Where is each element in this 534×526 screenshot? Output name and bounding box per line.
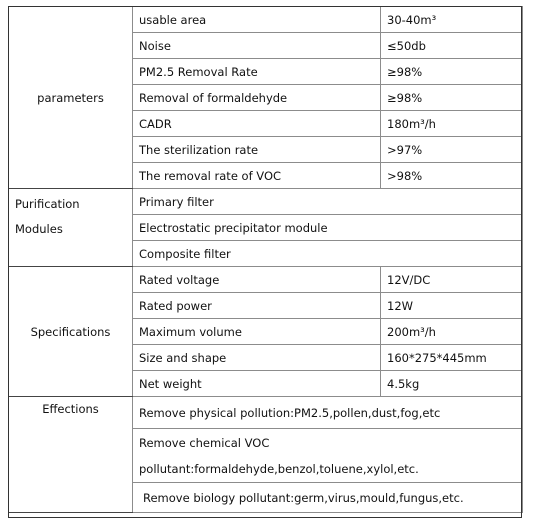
param-value: ≥98% <box>381 59 523 85</box>
spec-value: 160*275*445mm <box>381 345 523 371</box>
table-row <box>9 189 523 215</box>
param-value: >98% <box>381 163 523 189</box>
spec-label: Rated power <box>133 293 381 319</box>
param-label: CADR <box>133 111 381 137</box>
param-label: Noise <box>133 33 381 59</box>
spec-label: Size and shape <box>133 345 381 371</box>
spec-label: Net weight <box>133 371 381 397</box>
table-row <box>9 397 523 429</box>
effect-chemical <box>133 429 523 483</box>
spec-value: 200m³/h <box>381 319 523 345</box>
param-label: PM2.5 Removal Rate <box>133 59 381 85</box>
group-specifications: Specifications <box>9 267 133 397</box>
group-effections: Effections <box>9 397 133 513</box>
param-label: usable area <box>133 7 381 33</box>
table-row <box>9 7 523 33</box>
param-value: ≤50db <box>381 33 523 59</box>
module-item: Primary filter <box>133 189 523 215</box>
effect-biology: Remove biology pollutant:germ,virus,mould,fungus,etc. <box>133 483 523 513</box>
param-value: ≥98% <box>381 85 523 111</box>
group-purification-line1: Purification <box>15 197 80 211</box>
specification-table <box>8 6 523 513</box>
param-label: The removal rate of VOC <box>133 163 381 189</box>
group-purification-line2: Modules <box>15 222 63 236</box>
group-parameters: parameters <box>9 7 133 189</box>
param-value: 30-40m³ <box>381 7 523 33</box>
module-item: Composite filter <box>133 241 523 267</box>
table-row <box>9 267 523 293</box>
spec-label: Rated voltage <box>133 267 381 293</box>
param-value: 180m³/h <box>381 111 523 137</box>
spec-label: Maximum volume <box>133 319 381 345</box>
group-purification-modules <box>9 189 133 267</box>
module-item: Electrostatic precipitator module <box>133 215 523 241</box>
param-label: The sterilization rate <box>133 137 381 163</box>
spec-value: 12V/DC <box>381 267 523 293</box>
spec-value: 4.5kg <box>381 371 523 397</box>
param-label: Removal of formaldehyde <box>133 85 381 111</box>
spec-value: 12W <box>381 293 523 319</box>
effect-chemical-line1: Remove chemical VOC <box>139 435 270 450</box>
effect-chemical-line2: pollutant:formaldehyde,benzol,toluene,xylol,etc. <box>139 461 419 476</box>
effect-physical: Remove physical pollution:PM2.5,pollen,dust,fog,etc <box>133 397 523 429</box>
param-value: >97% <box>381 137 523 163</box>
